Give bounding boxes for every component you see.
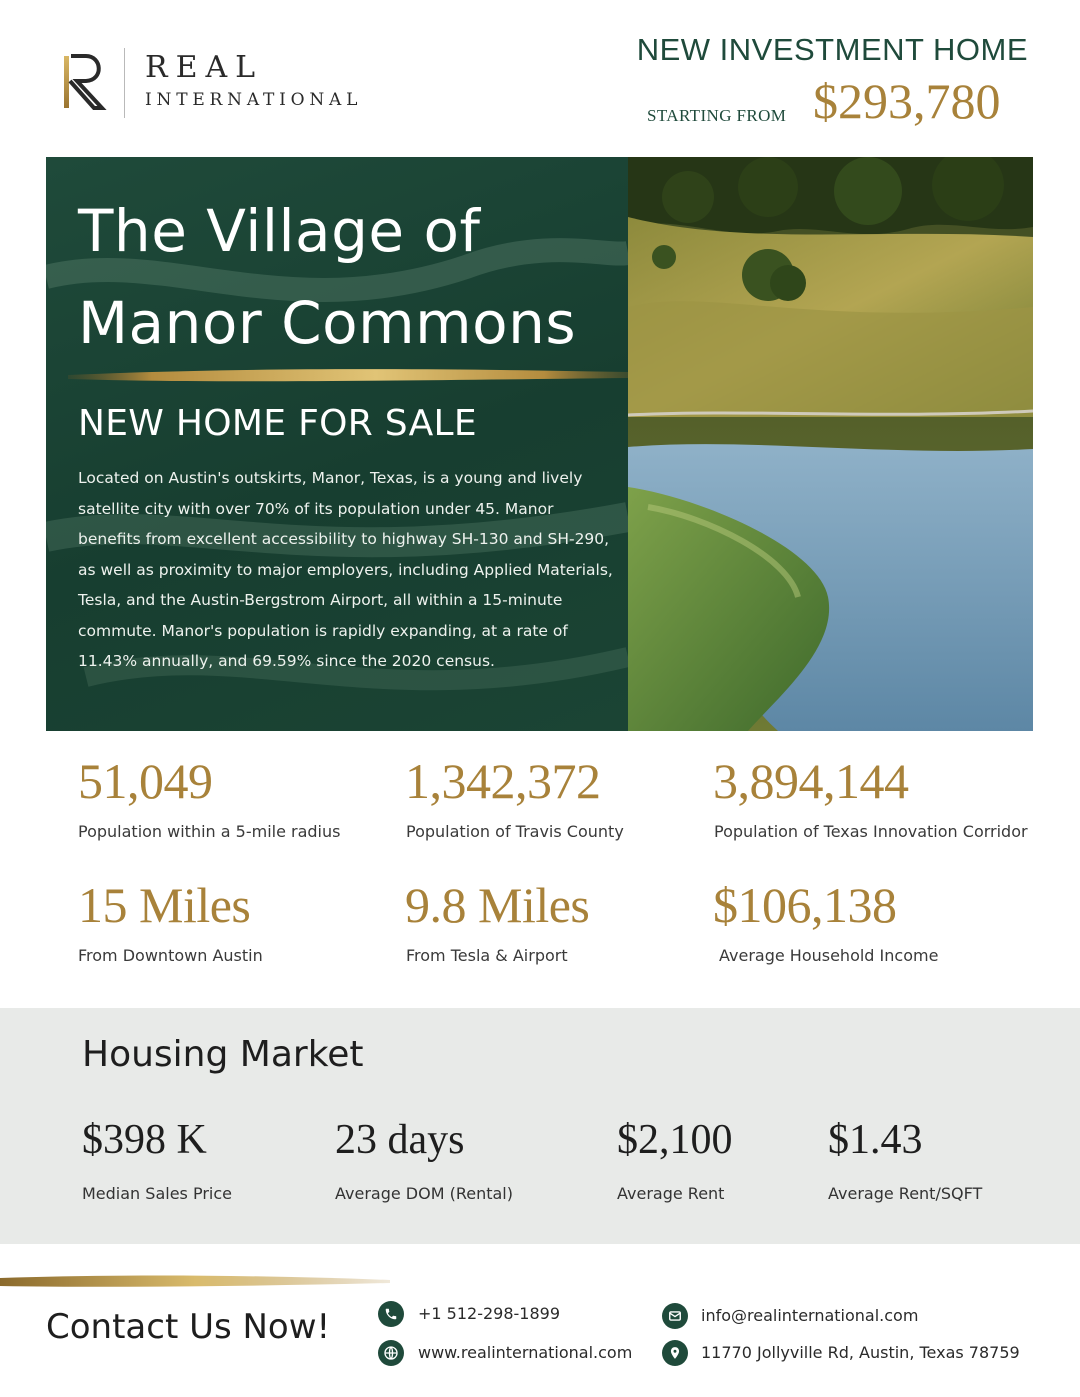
hero-title (78, 185, 576, 369)
stat-value: $106,138 (713, 877, 897, 933)
housing-value: $1.43 (828, 1117, 923, 1163)
housing-label: Average Rent/SQFT (828, 1184, 983, 1203)
contact-title: Contact Us Now! (46, 1307, 331, 1347)
hero-section (46, 157, 1033, 731)
stat-value: 3,894,144 (713, 753, 909, 809)
starting-from-label: STARTING FROM (647, 106, 787, 125)
housing-label: Median Sales Price (82, 1184, 232, 1203)
golf-course-photo (628, 157, 1033, 731)
contact-phone[interactable]: +1 512-298-1899 (418, 1304, 561, 1323)
hero-description: Located on Austin's outskirts, Manor, Texas, is a young and lively satellite city with over 70% of its population under 45. Manor benefits from excellent accessibility to highway SH-130 and SH-290, as well as proximity to major employers, including Applied Materials, Tesla, and the Austin-Bergstrom Airport, all within a 15-minute commute. Manor's population is rapidly expanding, at a rate of 11.43% annually, and 69.59% since the 2020 census. (78, 469, 613, 670)
housing-value: $2,100 (617, 1117, 733, 1163)
housing-value: $398 K (82, 1117, 207, 1163)
hero-text-panel (46, 157, 628, 731)
hero-title-line2: Manor Commons (78, 289, 577, 357)
footer-gold-brush-stroke (0, 1272, 390, 1290)
stat-label: From Tesla & Airport (406, 946, 568, 965)
housing-market-title: Housing Market (82, 1034, 364, 1075)
logo-mark (58, 50, 114, 114)
housing-label: Average Rent (617, 1184, 725, 1203)
stat-label: Population within a 5-mile radius (78, 822, 341, 841)
brand-name: REAL (145, 50, 264, 85)
phone-icon (378, 1301, 404, 1327)
stat-label: From Downtown Austin (78, 946, 263, 965)
stat-value: 1,342,372 (405, 753, 601, 809)
brand-tagline: INTERNATIONAL (145, 90, 363, 110)
stat-value: 15 Miles (78, 877, 251, 933)
gold-brush-stroke (68, 363, 628, 385)
logo-divider (124, 48, 125, 118)
stat-label: Average Household Income (719, 946, 939, 965)
header-title: NEW INVESTMENT HOME (636, 32, 1028, 67)
stat-value: 9.8 Miles (405, 877, 590, 933)
hero-subtitle: NEW HOME FOR SALE (78, 403, 477, 444)
hero-title-line1: The Village of (78, 197, 481, 265)
globe-icon (378, 1340, 404, 1366)
stat-label: Population of Travis County (406, 822, 624, 841)
contact-website[interactable]: www.realinternational.com (418, 1343, 633, 1362)
contact-email[interactable]: info@realinternational.com (701, 1306, 919, 1325)
starting-price: $293,780 (813, 73, 1001, 129)
stat-label: Population of Texas Innovation Corridor (714, 822, 1028, 841)
contact-address: 11770 Jollyville Rd, Austin, Texas 78759 (701, 1343, 1020, 1362)
stat-value: 51,049 (78, 753, 213, 809)
housing-label: Average DOM (Rental) (335, 1184, 513, 1203)
location-pin-icon (662, 1340, 688, 1366)
mail-icon (662, 1303, 688, 1329)
housing-value: 23 days (335, 1117, 465, 1163)
